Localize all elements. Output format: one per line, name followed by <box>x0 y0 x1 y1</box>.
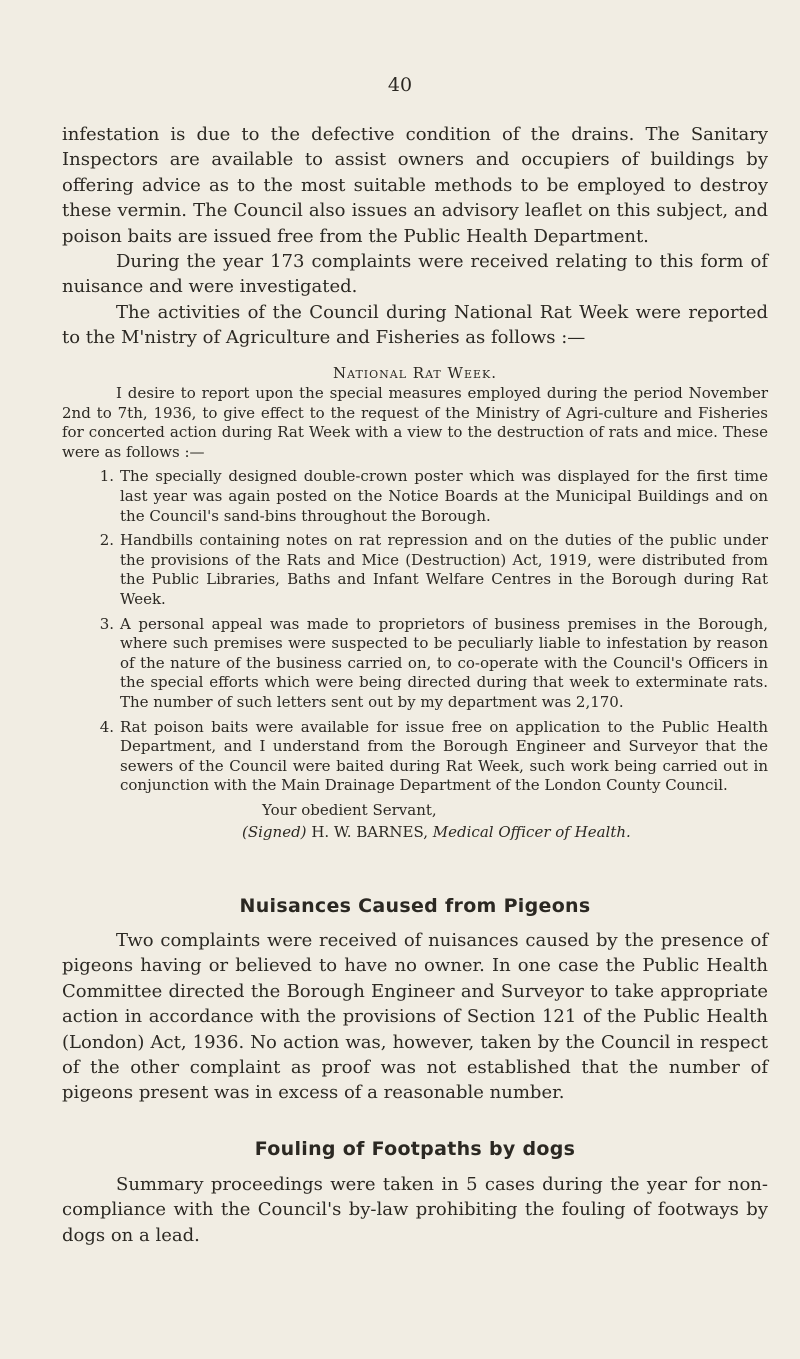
signatory-title: Medical Officer of Health. <box>432 822 631 841</box>
list-item <box>62 467 768 526</box>
pigeons-heading: Nuisances Caused from Pigeons <box>239 895 591 917</box>
list-item-number: 1. <box>99 467 114 486</box>
fouling-paragraph: Summary proceedings were taken in 5 cases during the year for non-compliance with the Council's by-law prohibiting the fouling of footways by dogs on a lead. <box>62 1174 768 1246</box>
signatory-name: H. W. BARNES, <box>311 822 428 841</box>
intro-paragraph-1: infestation is due to the defective condition of the drains. The Sanitary Inspectors are available to assist owners and occupiers of buildings by offering advice as to the most suitable methods to be employed to destroy these vermin. The Council also issues an advisory leaflet on this subject, and poison baits are issued free from the Public Health Department. <box>62 124 768 247</box>
report-heading: National Rat Week. <box>332 364 497 382</box>
list-item-number: 4. <box>99 717 114 736</box>
report-intro: I desire to report upon the special measures employed during the period November 2nd to 7th, 1936, to give effect to the request of the Ministry of Agri-culture and Fisheries for concerted action during Rat Week with a view to the destruction of rats and mice. These were as follows :— <box>62 384 768 461</box>
list-item-text: Handbills containing notes on rat repression and on the duties of the public under the provisions of the Rats and Mice (Destruction) Act, 1919, were distributed from the Public Libraries, Baths and Infant Welfare Centres in the Borough during Rat Week. <box>120 531 768 608</box>
signed-label: (Signed) <box>242 822 307 841</box>
page-number: 40 <box>387 74 413 96</box>
list-item-number: 2. <box>99 531 114 550</box>
list-item <box>62 531 768 609</box>
pigeons-section <box>62 928 768 1106</box>
signature-line <box>242 821 768 843</box>
list-item-text: A personal appeal was made to proprietors of business premises in the Borough, where such premises were suspected to be peculiarly liable to infestation by reason of the nature of the business carried on, to co-operate with the Council's Officers in the special efforts which were being directed during that week to exterminate rats. The number of such letters sent out by my department was 2,170. <box>120 614 768 711</box>
closing-salutation: Your obedient Servant, <box>262 800 437 819</box>
list-item-text: Rat poison baits were available for issue free on application to the Public Health Department, and I understand from the Borough Engineer and Surveyor that the sewers of the Council were baited during Rat Week, such work being carried out in conjunction with the Main Drainage Department of the London County Council. <box>120 717 768 795</box>
list-item <box>62 615 768 713</box>
intro-paragraph-3: The activities of the Council during National Rat Week were reported to the M'nistry of Agriculture and Fisheries as follows :— <box>62 301 768 349</box>
list-item-number: 3. <box>99 614 114 633</box>
pigeons-paragraph: Two complaints were received of nuisances caused by the presence of pigeons having or believed to have no owner. In one case the Public Health Committee directed the Borough Engineer and Surveyor to take appropriate action in accordance with the provisions of Section 121 of the Public Health (London) Act, 1936. No action was, however, taken by the Council in respect of the other complaint as proof was not established that the number of pigeons present was in excess of a reasonable number. <box>62 930 768 1104</box>
fouling-heading: Fouling of Footpaths by dogs <box>254 1138 576 1160</box>
intro-section <box>62 122 768 351</box>
rat-week-report <box>62 362 768 843</box>
list-item-text: The specially designed double-crown poster which was displayed for the first time last year was again posted on the Notice Boards at the Municipal Buildings and on the Council's sand-bins throughout the Borough. <box>120 467 768 525</box>
report-measures-list <box>62 467 768 796</box>
fouling-section <box>62 1172 768 1248</box>
intro-paragraph-2: During the year 173 complaints were received relating to this form of nuisance and were investigated. <box>62 251 768 298</box>
list-item <box>62 718 768 796</box>
